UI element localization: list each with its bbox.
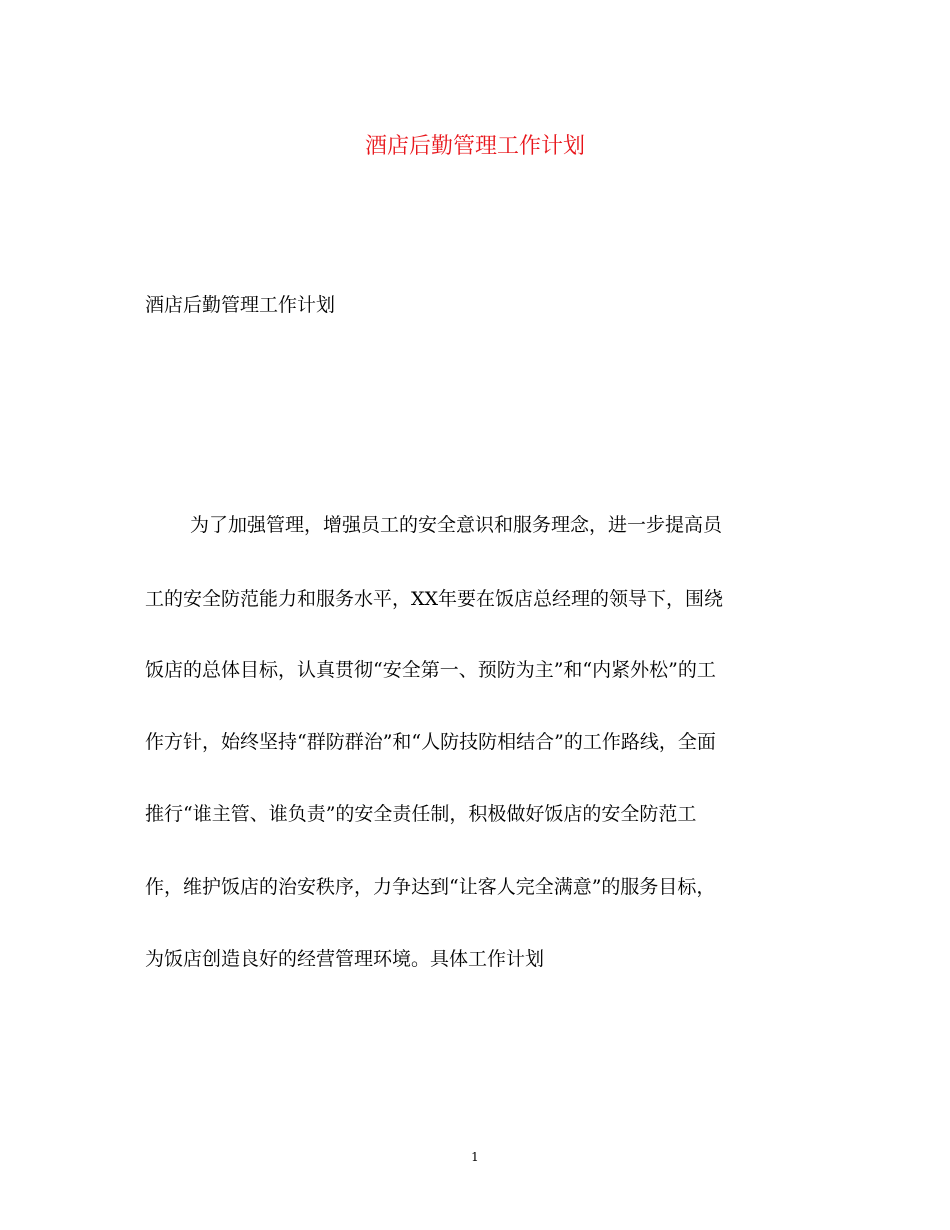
- paragraph-line: 作方针，始终坚持“群防群治”和“人防技防相结合”的工作路线，全面: [145, 731, 716, 753]
- paragraph-line: 饭店的总体目标，认真贯彻“安全第一、预防为主”和“内紧外松”的工: [145, 659, 716, 681]
- page-number: 1: [471, 1150, 479, 1164]
- paragraph-line: 作，维护饭店的治安秩序，力争达到“让客人完全满意”的服务目标，: [145, 876, 716, 898]
- paragraph-line: 为了加强管理，增强员工的安全意识和服务理念，进一步提高员: [190, 514, 723, 536]
- paragraph-line: 推行“谁主管、谁负责”的安全责任制，积极做好饭店的安全防范工: [145, 803, 697, 825]
- paragraph-line: 为饭店创造良好的经营管理环境。具体工作计划: [145, 948, 545, 970]
- document-title: 酒店后勤管理工作计划: [364, 134, 585, 159]
- paragraph-line: 工的安全防范能力和服务水平，XX年要在饭店总经理的领导下，围绕: [145, 588, 724, 610]
- document-heading: 酒店后勤管理工作计划: [145, 294, 336, 316]
